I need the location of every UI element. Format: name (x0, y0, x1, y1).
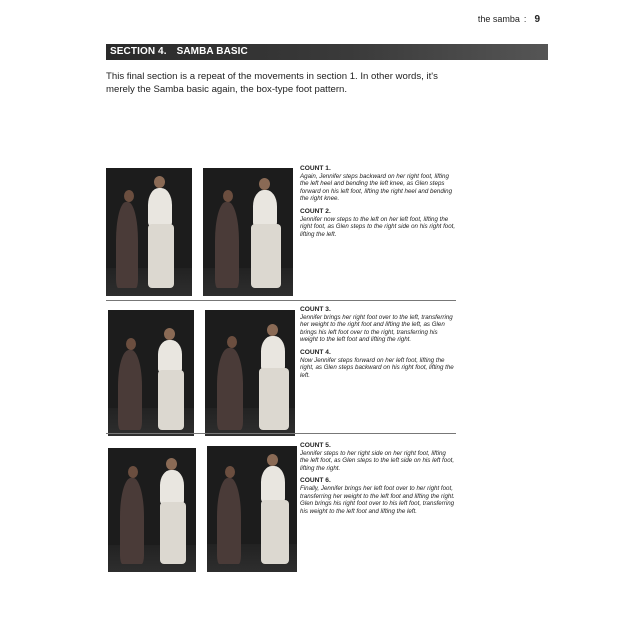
running-head-title: the samba (477, 14, 520, 24)
dance-photo-count-4 (205, 310, 295, 436)
count-text: Jennifer brings her right foot over to the left, transferring her weight to the right foot and lifting the left, as Glen brings his left foot over to the right, transferring his weight to the left foot and lifting the right. (300, 313, 453, 344)
count-label: COUNT 6. (300, 477, 331, 485)
count-label: COUNT 5. (300, 442, 331, 449)
count-label: COUNT 2. (300, 207, 331, 215)
caption-row-2 (300, 306, 456, 379)
row-divider (106, 300, 456, 301)
count-text: Now Jennifer steps forward on her left foot, lifting the right, as Glen steps backward on his right foot, lifting the left. (300, 356, 454, 379)
section-heading (106, 44, 548, 60)
dance-photo-count-5 (108, 448, 196, 572)
section-title: SAMBA BASIC (176, 46, 248, 57)
caption-row-1 (300, 165, 456, 238)
count-label: COUNT 1. (300, 165, 331, 172)
dance-photo-count-2 (203, 168, 293, 296)
dance-photo-count-3 (108, 310, 194, 436)
count-text: Jennifer now steps to the left on her left foot, lifting the right foot, as Glen steps to the right side on his right foot, lifting the left. (300, 215, 456, 238)
caption-row-3 (300, 442, 456, 515)
dance-photo-count-6 (207, 446, 297, 572)
count-text: Again, Jennifer steps backward on her right foot, lifting the left heel and bending the left knee, as Glen steps forward on his left foot, lifting the right heel and bending the right knee. (300, 172, 453, 203)
section-number: SECTION 4. (110, 46, 167, 57)
intro-paragraph: This final section is a repeat of the movements in section 1. In other words, it's merely the Samba basic again, the box-type foot pattern. (106, 71, 438, 95)
dance-photo-count-1 (106, 168, 192, 296)
page-number: 9 (534, 14, 540, 25)
row-divider (106, 433, 456, 434)
count-text: Finally, Jennifer brings her left foot over to her right foot, transferring her weight to the left foot and lifting the right. Glen brings his right foot over to his left foot, transferring his weight to the left foot and lifting the left. (300, 484, 455, 515)
count-text: Jennifer steps to her right side on her right foot, lifting the left foot, as Glen steps to the left side on his left foot, lifting the right. (300, 449, 455, 472)
count-label: COUNT 4. (300, 348, 331, 356)
running-head-separator: : (523, 14, 527, 24)
running-head (478, 14, 540, 25)
count-label: COUNT 3. (300, 306, 331, 313)
